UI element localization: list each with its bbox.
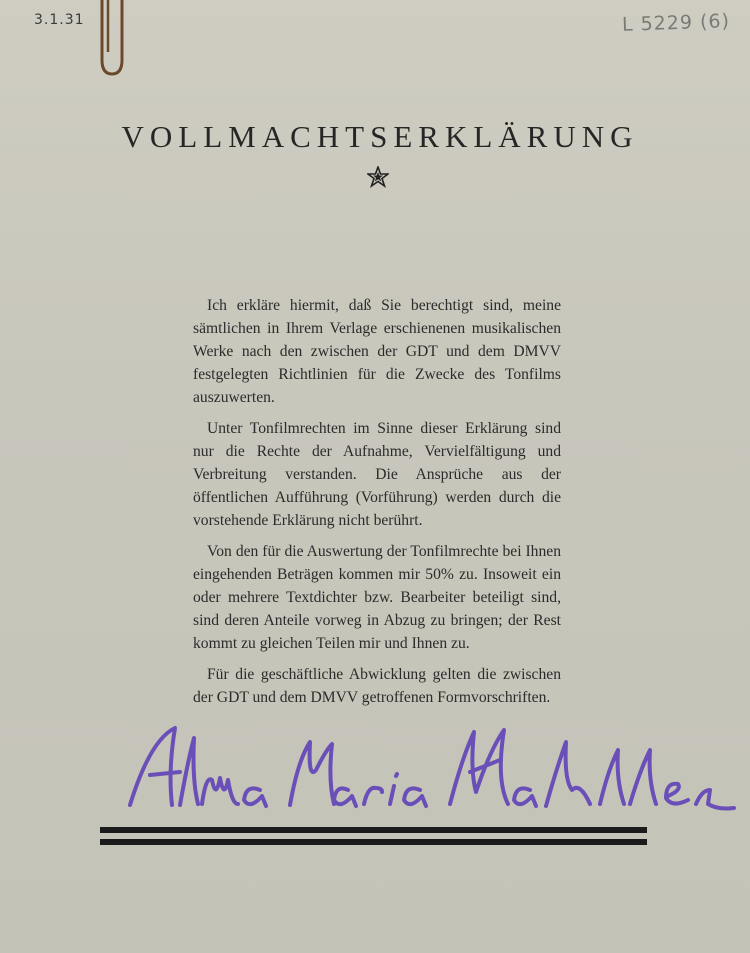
handwritten-signature bbox=[120, 720, 740, 830]
double-rule-top bbox=[100, 827, 647, 833]
paragraph-authorization: Ich erkläre hiermit, daß Sie berechtigt sind, meine sämtlichen in Ihrem Verlage erschienenen musikalischen Werke nach den zwischen der GDT und dem DMVV festgelegten Richtlinien für die Zwecke des Tonfilms auszuwerten. bbox=[193, 297, 561, 406]
paragraph-formalities: Für die geschäftliche Abwicklung gelten die zwischen der GDT und dem DMVV getroffenen Formvorschriften. bbox=[193, 666, 561, 706]
declaration-body bbox=[193, 294, 561, 717]
star-ornament-icon bbox=[367, 166, 389, 188]
double-rule-bottom bbox=[100, 839, 647, 845]
document-title: VOLLMACHTSERKLÄRUNG bbox=[121, 118, 639, 154]
paper-clip-icon bbox=[94, 0, 128, 78]
archive-reference: L 5229 (6) bbox=[621, 10, 731, 36]
handwritten-date: 3.1.31 bbox=[34, 12, 85, 28]
paragraph-revenue-share: Von den für die Auswertung der Tonfilmrechte bei Ihnen eingehenden Beträgen kommen mir 50% zu. Insoweit ein oder mehrere Textdichter bzw. Bearbeiter beteiligt sind, sind deren Anteile vorweg in Abzug zu bringen; der Rest kommt zu gleichen Teilen mir und Ihnen zu. bbox=[193, 543, 561, 652]
paragraph-rights-scope: Unter Tonfilmrechten im Sinne dieser Erklärung sind nur die Rechte der Aufnahme, Vervielfältigung und Verbreitung verstanden. Die Ansprüche aus der öffentlichen Aufführung (Vorführung) werden durch die vorstehende Erklärung nicht berührt. bbox=[193, 420, 561, 529]
